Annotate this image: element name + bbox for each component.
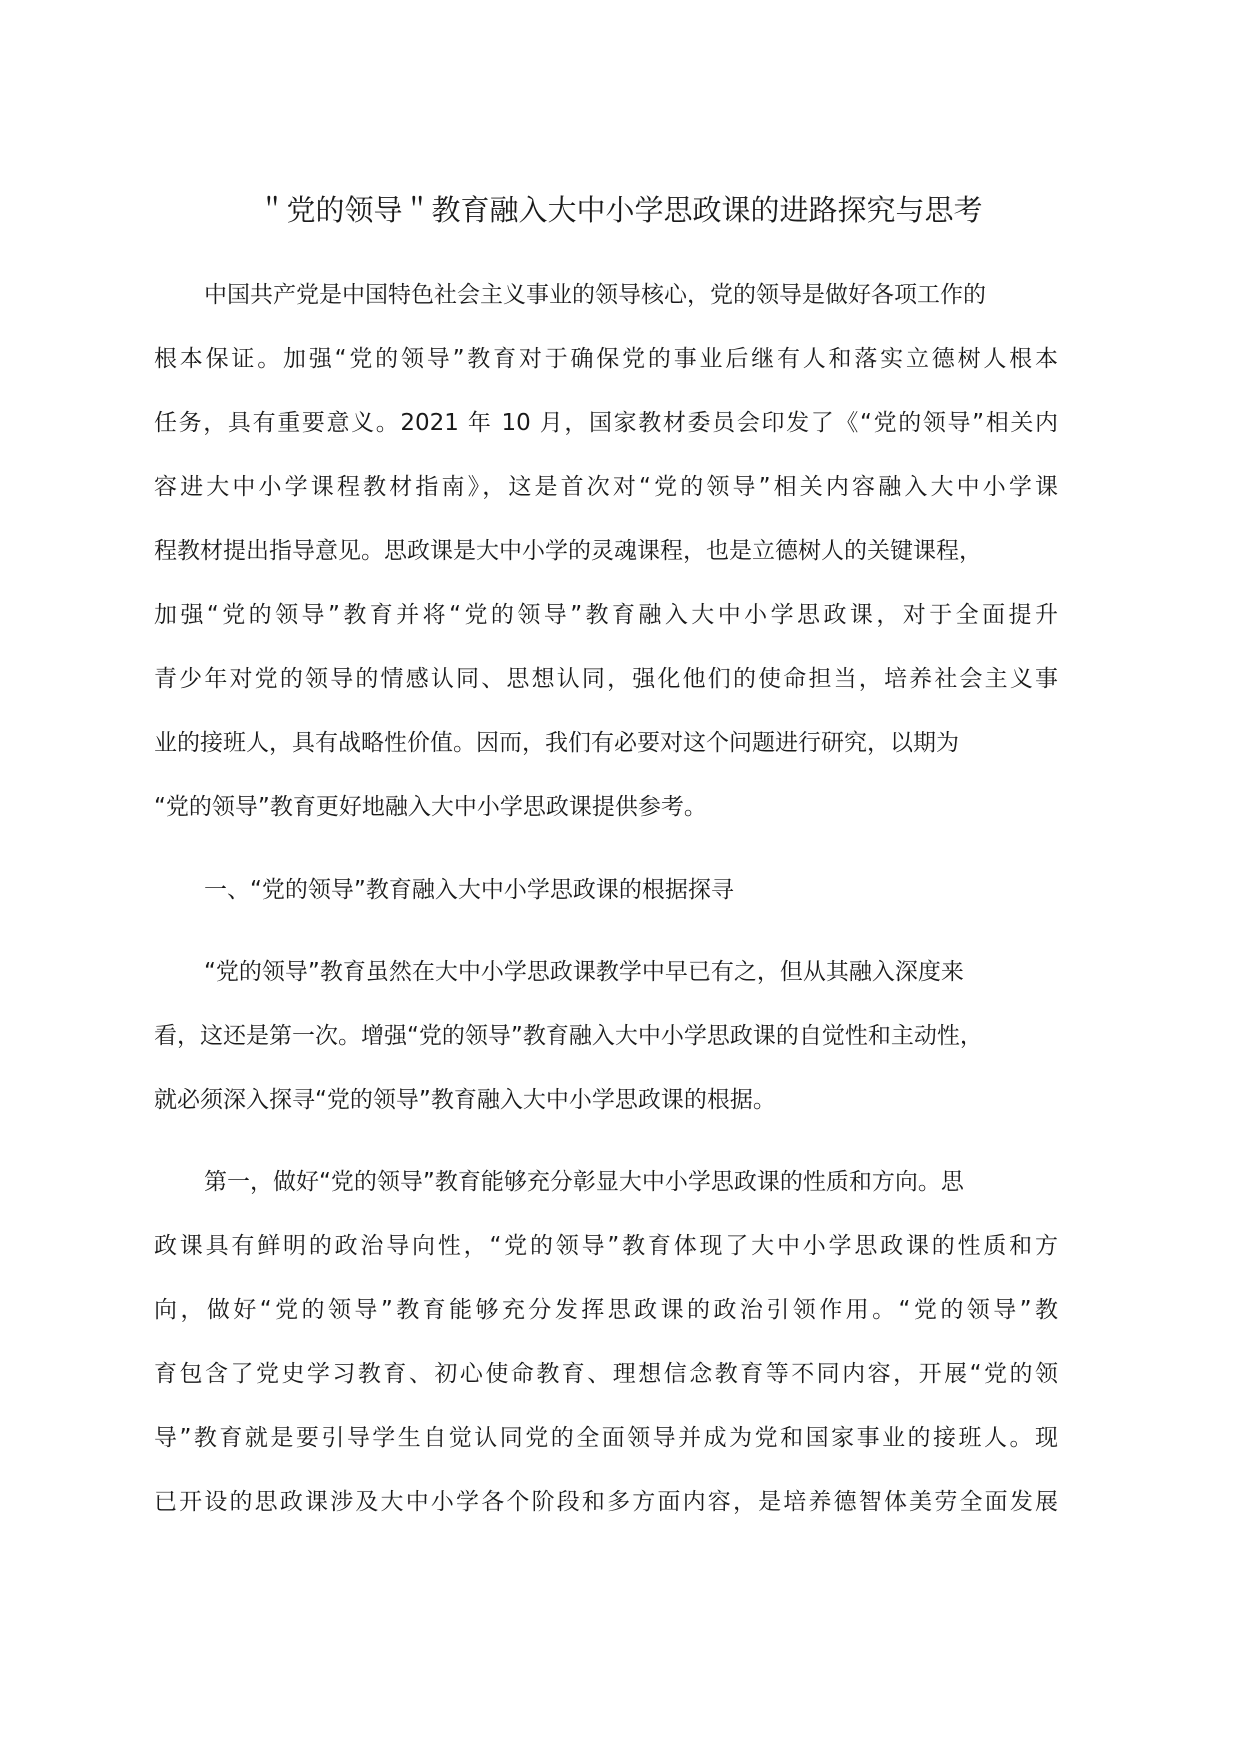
- paragraph-line: 就必须深入探寻“党的领导”教育融入大中小学思政课的根据。: [154, 1087, 776, 1113]
- paragraph-line: 程教材提出指导意见。思政课是大中小学的灵魂课程，也是立德树人的关键课程，: [154, 538, 982, 564]
- paragraph-line: 中国共产党是中国特色社会主义事业的领导核心，党的领导是做好各项工作的: [204, 282, 986, 308]
- paragraph-line: 政课具有鲜明的政治导向性，“党的领导”教育体现了大中小学思政课的性质和方: [154, 1233, 1058, 1259]
- paragraph-line: 任务，具有重要意义。2021 年 10 月，国家教材委员会印发了《“党的领导”相关内: [154, 410, 1058, 436]
- paragraph-line: 向，做好“党的领导”教育能够充分发挥思政课的政治引领作用。“党的领导”教: [154, 1297, 1058, 1323]
- section-heading: 一、“党的领导”教育融入大中小学思政课的根据探寻: [204, 877, 734, 903]
- paragraph-line: 育包含了党史学习教育、初心使命教育、理想信念教育等不同内容，开展“党的领: [154, 1361, 1058, 1387]
- paragraph-line: “党的领导”教育更好地融入大中小学思政课提供参考。: [154, 794, 707, 820]
- paragraph-line: “党的领导”教育虽然在大中小学思政课教学中早已有之，但从其融入深度来: [204, 959, 964, 985]
- paragraph-line: 根本保证。加强“党的领导”教育对于确保党的事业后继有人和落实立德树人根本: [154, 346, 1058, 372]
- paragraph-line: 业的接班人，具有战略性价值。因而，我们有必要对这个问题进行研究，以期为: [154, 730, 959, 756]
- paragraph-line: 青少年对党的领导的情感认同、思想认同，强化他们的使命担当，培养社会主义事: [154, 666, 1058, 692]
- paragraph-line: 容进大中小学课程教材指南》，这是首次对“党的领导”相关内容融入大中小学课: [154, 474, 1058, 500]
- paragraph-line: 看，这还是第一次。增强“党的领导”教育融入大中小学思政课的自觉性和主动性，: [154, 1023, 983, 1049]
- paragraph-line: 第一，做好“党的领导”教育能够充分彰显大中小学思政课的性质和方向。思: [204, 1169, 964, 1195]
- paragraph-line: 导”教育就是要引导学生自觉认同党的全面领导并成为党和国家事业的接班人。现: [154, 1425, 1058, 1451]
- paragraph-line: 加强“党的领导”教育并将“党的领导”教育融入大中小学思政课，对于全面提升: [154, 602, 1058, 628]
- document-title: ＂党的领导＂教育融入大中小学思政课的进路探究与思考: [257, 193, 983, 227]
- paragraph-line: 已开设的思政课涉及大中小学各个阶段和多方面内容，是培养德智体美劳全面发展: [154, 1489, 1058, 1515]
